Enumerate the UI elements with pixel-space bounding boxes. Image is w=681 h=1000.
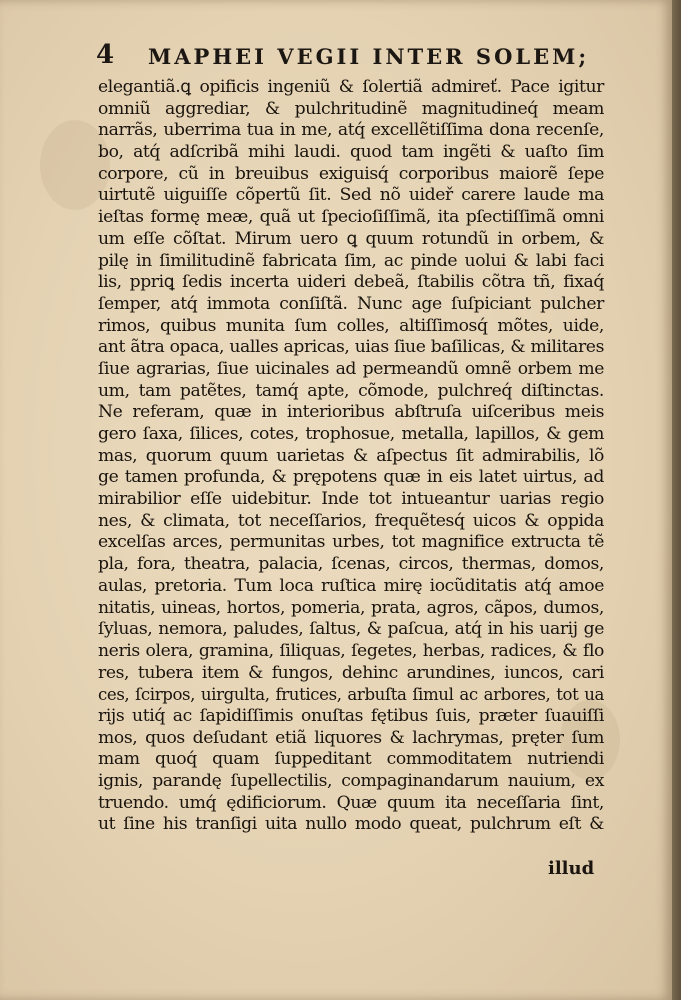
- text-line: excelſas arces, permunitas urbes, tot magnifice extructa tẽ: [98, 532, 604, 553]
- text-line: lis, ppriꝗ ſedis incerta uideri debeã, ſtabilis cõtra tñ, fixaq́: [98, 272, 604, 293]
- text-line: ge tamen profunda, & prępotens quæ in eis latet uirtus, ad: [98, 467, 604, 488]
- text-line: res, tubera item & fungos, dehinc arundines, iuncos, cari: [98, 662, 604, 683]
- page-edge: [672, 0, 681, 1000]
- text-line: uirtutẽ uiguiſſe cõpertũ ſit. Sed nõ uideř carere laude ma: [98, 185, 604, 206]
- page-number: 4: [96, 40, 115, 70]
- text-line: um eſſe cõſtat. Mirum uero ꝗ quum rotundũ in orbem, &: [98, 228, 604, 249]
- text-line: pilę in ſimilitudinẽ fabricata ſim, ac pinde uolui & labi faci: [98, 250, 604, 271]
- text-line: aulas, pretoria. Tum loca ruſtica mirę iocũditatis atq́ amoe: [98, 575, 604, 596]
- text-line: ſemper, atq́ immota conſiſtã. Nunc age ſuſpiciant pulcher: [98, 293, 604, 314]
- running-title: MAPHEI VEGII INTER SOLEM;: [148, 44, 590, 69]
- text-line: Ne referam, quæ in interioribus abſtruſa uiſceribus meis: [98, 402, 604, 423]
- text-line: um, tam patẽtes, tamq́ apte, cõmode, pulchreq́ diſtinctas.: [98, 380, 604, 401]
- text-line: narrãs, uberrima tua in me, atq́ excellẽtiſſima dona recenſe,: [98, 120, 604, 141]
- body-text: [98, 77, 604, 836]
- catchword: illud: [548, 858, 595, 879]
- text-line: elegantiã.ꝗ opificis ingeniũ & ſolertiã admireť. Pace igitur: [98, 77, 604, 97]
- text-line: nes, & climata, tot neceſſarios, frequẽtesq́ uicos & oppida: [98, 510, 604, 531]
- text-line: neris olera, gramina, ſiliquas, ſegetes, herbas, radices, & flo: [98, 640, 604, 661]
- text-line: rimos, quibus munita ſum colles, altiſſimosq́ mõtes, uide,: [98, 315, 604, 336]
- text-line: mam quoq́ quam ſuppeditant commoditatem nutriendi: [98, 749, 604, 770]
- text-line: ces, ſcirpos, uirgulta, frutices, arbuſta ſimul ac arbores, tot ua: [98, 685, 604, 705]
- text-line: ieſtas formę meæ, quã ut ſpecioſiſſimã, ita pſectiſſimã omni: [98, 207, 604, 228]
- text-line: rijs utiq́ ac ſapidiſſimis onuſtas fętibus ſuis, præter ſuauiſſi: [98, 705, 604, 726]
- text-line: omniũ aggrediar, & pulchritudinẽ magnitudineq́ meam: [98, 98, 604, 119]
- text-line: ant ãtra opaca, ualles apricas, uias ſiue baſilicas, & militares: [98, 337, 604, 358]
- text-line: corpore, cũ in breuibus exiguisq́ corporibus maiorẽ ſepe: [98, 163, 604, 184]
- text-line: nitatis, uineas, hortos, pomeria, prata, agros, cãpos, dumos,: [98, 597, 604, 618]
- text-line: pla, fora, theatra, palacia, ſcenas, circos, thermas, domos,: [98, 554, 604, 575]
- text-line: mas, quorum quum uarietas & aſpectus ſit admirabilis, lõ: [98, 445, 604, 466]
- text-line: mirabilior eſſe uidebitur. Inde tot intueantur uarias regio: [98, 489, 604, 510]
- text-line: ignis, parandę ſupellectilis, compaginandarum nauium, ex: [98, 771, 604, 791]
- page-header: [96, 36, 616, 76]
- text-line: ſyluas, nemora, paludes, ſaltus, & paſcua, atq́ in his uarij ge: [98, 619, 604, 640]
- text-line: gero ſaxa, ſilices, cotes, trophosue, metalla, lapillos, & gem: [98, 424, 604, 444]
- text-line: ut ſine his tranſigi uita nullo modo queat, pulchrum eſt &: [98, 814, 604, 835]
- text-line: truendo. umq́ ędificiorum. Quæ quum ita neceſſaria ſint,: [98, 792, 604, 813]
- text-line: ſiue agrarias, ſiue uicinales ad permeandũ omnẽ orbem me: [98, 358, 604, 379]
- text-line: bo, atq́ adſcribã mihi laudi. quod tam ingẽti & uaſto ſim: [98, 142, 604, 163]
- text-line: mos, quos deſudant etiã liquores & lachrymas, pręter ſum: [98, 727, 604, 748]
